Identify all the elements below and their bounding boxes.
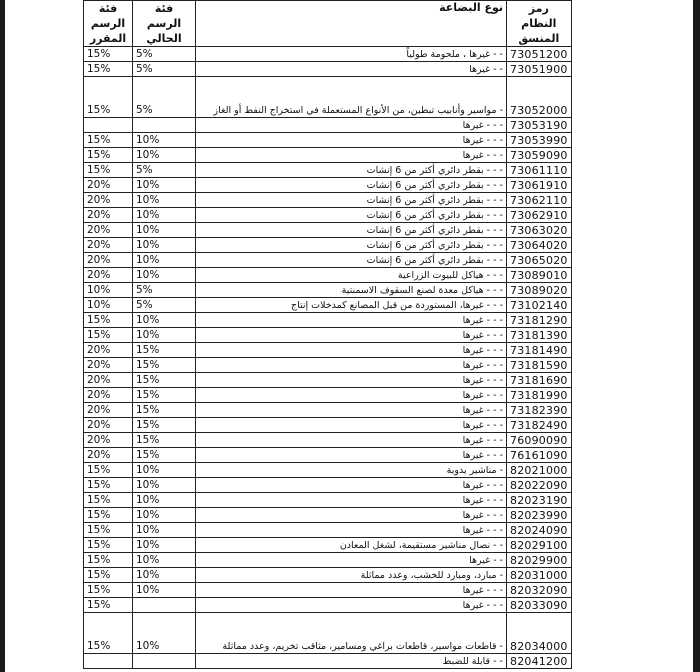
- current-rate-cell: 10%: [133, 463, 196, 478]
- planned-rate-cell: 15%: [84, 163, 133, 178]
- hs-code-cell: 73181390: [507, 328, 572, 343]
- table-row: [84, 478, 572, 493]
- right-frame-edge: [693, 0, 700, 672]
- goods-description-cell: - - - بقطر دائري أكثر من 6 إنشات: [196, 253, 507, 268]
- table-row: [84, 62, 572, 77]
- hs-code-cell: 73064020: [507, 238, 572, 253]
- table-row: [84, 654, 572, 669]
- hs-code-cell: 73062110: [507, 193, 572, 208]
- current-rate-cell: 10%: [133, 508, 196, 523]
- table-row: [84, 268, 572, 283]
- hs-code-cell: 73053190: [507, 118, 572, 133]
- table-row: [84, 298, 572, 313]
- current-rate-cell: [133, 654, 196, 669]
- planned-rate-cell: 20%: [84, 343, 133, 358]
- planned-rate-cell: 20%: [84, 418, 133, 433]
- goods-description-cell: - - - غيرها، المستوردة من قبل المصانع كمدخلات إنتاج: [196, 298, 507, 313]
- table-row: [84, 388, 572, 403]
- goods-description-cell: - - - غيرها: [196, 343, 507, 358]
- planned-rate-cell: 20%: [84, 358, 133, 373]
- table-row: [84, 47, 572, 62]
- current-rate-cell: [133, 118, 196, 133]
- planned-rate-cell: 15%: [84, 47, 133, 62]
- planned-rate-cell: 20%: [84, 178, 133, 193]
- table-row: [84, 508, 572, 523]
- current-rate-cell: 10%: [133, 253, 196, 268]
- planned-rate-cell: 15%: [84, 478, 133, 493]
- table-row: [84, 598, 572, 613]
- planned-rate-cell: 20%: [84, 193, 133, 208]
- header-hs-code: رمز النظام المنسق: [507, 1, 572, 47]
- hs-code-cell: 82041200: [507, 654, 572, 669]
- planned-rate-cell: 20%: [84, 433, 133, 448]
- current-rate-cell: 10%: [133, 238, 196, 253]
- planned-rate-cell: 20%: [84, 223, 133, 238]
- hs-code-cell: 73182490: [507, 418, 572, 433]
- goods-description-cell: - - غيرها: [196, 62, 507, 77]
- planned-rate-cell: 10%: [84, 298, 133, 313]
- planned-rate-cell: 15%: [84, 328, 133, 343]
- planned-rate-cell: 15%: [84, 62, 133, 77]
- goods-description-cell: - مناشير يدوية: [196, 463, 507, 478]
- planned-rate-cell: 20%: [84, 388, 133, 403]
- current-rate-cell: 15%: [133, 373, 196, 388]
- goods-description-cell: - مواسير وأنابيب تبطين، من الأنواع المستعملة في استخراج النفط أو الغاز: [196, 77, 507, 118]
- planned-rate-cell: 15%: [84, 523, 133, 538]
- current-rate-cell: 5%: [133, 298, 196, 313]
- current-rate-cell: 10%: [133, 148, 196, 163]
- current-rate-cell: 15%: [133, 433, 196, 448]
- current-rate-cell: 5%: [133, 283, 196, 298]
- goods-description-cell: - - - غيرها: [196, 313, 507, 328]
- goods-description-cell: - - - غيرها: [196, 418, 507, 433]
- goods-description-cell: - - - بقطر دائري أكثر من 6 إنشات: [196, 163, 507, 178]
- current-rate-cell: 10%: [133, 553, 196, 568]
- hs-code-cell: 73181990: [507, 388, 572, 403]
- hs-code-cell: 73051200: [507, 47, 572, 62]
- table-row: [84, 373, 572, 388]
- current-rate-cell: 10%: [133, 523, 196, 538]
- current-rate-cell: 5%: [133, 47, 196, 62]
- planned-rate-cell: 20%: [84, 208, 133, 223]
- hs-code-cell: 73052000: [507, 77, 572, 118]
- planned-rate-cell: 15%: [84, 77, 133, 118]
- hs-code-cell: 73181290: [507, 313, 572, 328]
- current-rate-cell: 5%: [133, 62, 196, 77]
- goods-description-cell: - - - غيرها: [196, 493, 507, 508]
- goods-description-cell: - - - غيرها: [196, 433, 507, 448]
- table-row: [84, 178, 572, 193]
- hs-code-cell: 82023990: [507, 508, 572, 523]
- planned-rate-cell: 20%: [84, 253, 133, 268]
- table-row: [84, 448, 572, 463]
- planned-rate-cell: 15%: [84, 508, 133, 523]
- hs-code-cell: 73089020: [507, 283, 572, 298]
- goods-description-cell: - - - غيرها: [196, 373, 507, 388]
- table-row: [84, 583, 572, 598]
- table-row: [84, 77, 572, 118]
- table-row: [84, 118, 572, 133]
- goods-description-cell: - - قابلة للضبط: [196, 654, 507, 669]
- current-rate-cell: 10%: [133, 478, 196, 493]
- current-rate-cell: 10%: [133, 568, 196, 583]
- table-row: [84, 148, 572, 163]
- goods-description-cell: - - - غيرها: [196, 523, 507, 538]
- current-rate-cell: 10%: [133, 133, 196, 148]
- table-row: [84, 133, 572, 148]
- goods-description-cell: - - - غيرها: [196, 148, 507, 163]
- planned-rate-cell: 15%: [84, 538, 133, 553]
- document-page: [5, 0, 693, 672]
- hs-code-cell: 73181590: [507, 358, 572, 373]
- planned-rate-cell: 15%: [84, 493, 133, 508]
- table-row: [84, 343, 572, 358]
- current-rate-cell: 15%: [133, 358, 196, 373]
- table-row: [84, 208, 572, 223]
- hs-code-cell: 73051900: [507, 62, 572, 77]
- hs-code-cell: 76161090: [507, 448, 572, 463]
- hs-code-cell: 73182390: [507, 403, 572, 418]
- goods-description-cell: - - - غيرها: [196, 478, 507, 493]
- current-rate-cell: 10%: [133, 268, 196, 283]
- planned-rate-cell: 20%: [84, 448, 133, 463]
- hs-code-cell: 82029900: [507, 553, 572, 568]
- table-row: [84, 523, 572, 538]
- current-rate-cell: 10%: [133, 313, 196, 328]
- table-row: [84, 358, 572, 373]
- current-rate-cell: 15%: [133, 343, 196, 358]
- hs-code-cell: 73089010: [507, 268, 572, 283]
- hs-code-cell: 76090090: [507, 433, 572, 448]
- hs-code-cell: 82022090: [507, 478, 572, 493]
- hs-code-cell: 73053990: [507, 133, 572, 148]
- goods-description-cell: - - نصال مناشير مستقيمة، لشغل المعادن: [196, 538, 507, 553]
- hs-code-cell: 73065020: [507, 253, 572, 268]
- table-header-row: [84, 1, 572, 47]
- hs-code-cell: 82032090: [507, 583, 572, 598]
- goods-description-cell: - - - غيرها: [196, 328, 507, 343]
- goods-description-cell: - - - بقطر دائري أكثر من 6 إنشات: [196, 223, 507, 238]
- hs-code-cell: 82033090: [507, 598, 572, 613]
- current-rate-cell: 5%: [133, 163, 196, 178]
- hs-code-cell: 82023190: [507, 493, 572, 508]
- table-row: [84, 163, 572, 178]
- planned-rate-cell: 20%: [84, 403, 133, 418]
- goods-description-cell: - - - غيرها: [196, 448, 507, 463]
- current-rate-cell: 10%: [133, 208, 196, 223]
- current-rate-cell: 10%: [133, 178, 196, 193]
- planned-rate-cell: 15%: [84, 313, 133, 328]
- header-current-rate: فئة الرسم الحالي: [133, 1, 196, 47]
- current-rate-cell: 10%: [133, 328, 196, 343]
- table-row: [84, 568, 572, 583]
- table-row: [84, 538, 572, 553]
- table-row: [84, 553, 572, 568]
- table-row: [84, 313, 572, 328]
- planned-rate-cell: 20%: [84, 268, 133, 283]
- planned-rate-cell: 20%: [84, 373, 133, 388]
- hs-code-cell: 73061110: [507, 163, 572, 178]
- goods-description-cell: - - - هياكل معدة لصنع السقوف الاسمنتية: [196, 283, 507, 298]
- table-row: [84, 418, 572, 433]
- hs-code-cell: 73061910: [507, 178, 572, 193]
- table-row: [84, 223, 572, 238]
- goods-description-cell: - مبارد، ومبارد للخشب، وعدد مماثلة: [196, 568, 507, 583]
- header-goods-type: نوع البضاعة: [196, 1, 507, 47]
- hs-code-cell: 82034000: [507, 613, 572, 654]
- goods-description-cell: - - غيرها: [196, 553, 507, 568]
- current-rate-cell: 10%: [133, 583, 196, 598]
- hs-code-cell: 82024090: [507, 523, 572, 538]
- table-row: [84, 613, 572, 654]
- planned-rate-cell: 15%: [84, 553, 133, 568]
- goods-description-cell: - - - غيرها: [196, 508, 507, 523]
- hs-code-cell: 73102140: [507, 298, 572, 313]
- hs-code-cell: 73181490: [507, 343, 572, 358]
- table-row: [84, 283, 572, 298]
- current-rate-cell: 5%: [133, 77, 196, 118]
- planned-rate-cell: 15%: [84, 568, 133, 583]
- hs-code-cell: 82021000: [507, 463, 572, 478]
- goods-description-cell: - - - غيرها: [196, 118, 507, 133]
- goods-description-cell: - - - بقطر دائري أكثر من 6 إنشات: [196, 193, 507, 208]
- current-rate-cell: 10%: [133, 538, 196, 553]
- current-rate-cell: 10%: [133, 193, 196, 208]
- planned-rate-cell: 15%: [84, 148, 133, 163]
- planned-rate-cell: 15%: [84, 463, 133, 478]
- tariff-table: [83, 0, 572, 669]
- planned-rate-cell: 20%: [84, 238, 133, 253]
- planned-rate-cell: 15%: [84, 613, 133, 654]
- table-row: [84, 403, 572, 418]
- goods-description-cell: - قاطعات مواسير، قاطعات براغي ومسامير، مثاقب تخريم، وعدد مماثلة: [196, 613, 507, 654]
- header-planned-rate: فئة الرسم المقرر: [84, 1, 133, 47]
- table-row: [84, 463, 572, 478]
- hs-code-cell: 73062910: [507, 208, 572, 223]
- hs-code-cell: 82031000: [507, 568, 572, 583]
- planned-rate-cell: 15%: [84, 133, 133, 148]
- current-rate-cell: 10%: [133, 613, 196, 654]
- table-row: [84, 328, 572, 343]
- hs-code-cell: 82029100: [507, 538, 572, 553]
- planned-rate-cell: 15%: [84, 598, 133, 613]
- table-row: [84, 433, 572, 448]
- planned-rate-cell: [84, 118, 133, 133]
- table-row: [84, 493, 572, 508]
- hs-code-cell: 73063020: [507, 223, 572, 238]
- planned-rate-cell: [84, 654, 133, 669]
- goods-description-cell: - - - بقطر دائري أكثر من 6 إنشات: [196, 178, 507, 193]
- goods-description-cell: - - - غيرها: [196, 598, 507, 613]
- current-rate-cell: 15%: [133, 388, 196, 403]
- current-rate-cell: 15%: [133, 403, 196, 418]
- goods-description-cell: - - - غيرها: [196, 583, 507, 598]
- goods-description-cell: - - - غيرها: [196, 358, 507, 373]
- hs-code-cell: 73059090: [507, 148, 572, 163]
- goods-description-cell: - - - غيرها: [196, 403, 507, 418]
- current-rate-cell: 10%: [133, 223, 196, 238]
- table-row: [84, 193, 572, 208]
- goods-description-cell: - - - بقطر دائري أكثر من 6 إنشات: [196, 208, 507, 223]
- current-rate-cell: 10%: [133, 493, 196, 508]
- planned-rate-cell: 15%: [84, 583, 133, 598]
- current-rate-cell: 15%: [133, 448, 196, 463]
- table-row: [84, 238, 572, 253]
- table-row: [84, 253, 572, 268]
- goods-description-cell: - - - هياكل للبيوت الزراعية: [196, 268, 507, 283]
- goods-description-cell: - - - غيرها: [196, 133, 507, 148]
- current-rate-cell: 15%: [133, 418, 196, 433]
- planned-rate-cell: 10%: [84, 283, 133, 298]
- hs-code-cell: 73181690: [507, 373, 572, 388]
- goods-description-cell: - - - بقطر دائري أكثر من 6 إنشات: [196, 238, 507, 253]
- goods-description-cell: - - غيرها ، ملحومة طولياً: [196, 47, 507, 62]
- goods-description-cell: - - - غيرها: [196, 388, 507, 403]
- current-rate-cell: [133, 598, 196, 613]
